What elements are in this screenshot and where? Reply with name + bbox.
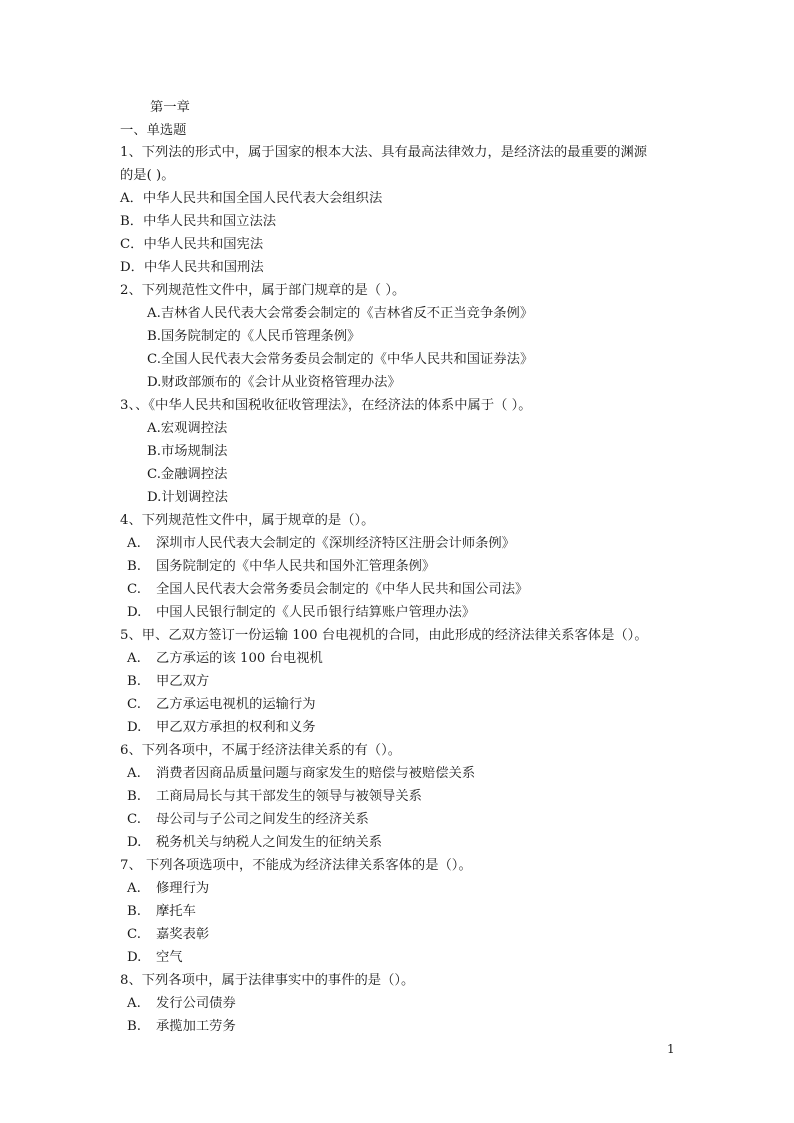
question-4-option-c-letter: C. [127, 582, 141, 597]
question-3-option-d: D.计划调控法 [147, 490, 228, 505]
question-7-option-d-letter: D. [127, 950, 142, 965]
question-2-option-d: D.财政部颁布的《会计从业资格管理办法》 [147, 375, 401, 390]
question-1-option-a: A．中华人民共和国全国人民代表大会组织法 [120, 191, 383, 206]
question-8-option-b-letter: B. [127, 1019, 141, 1034]
question-8-option-a-letter: A. [127, 996, 141, 1011]
question-4-option-b-text: 国务院制定的《中华人民共和国外汇管理条例》 [156, 559, 436, 574]
question-7-option-c-text: 嘉奖表彰 [156, 927, 210, 942]
question-2-stem: 2、下列规范性文件中，属于部门规章的是（ ）。 [120, 283, 406, 298]
question-7-stem: 7、 下列各项选项中，不能成为经济法律关系客体的是（）。 [120, 858, 472, 873]
question-3-stem: 3、、《中华人民共和国税收征收管理法》，在经济法的体系中属于（ ）。 [120, 398, 532, 413]
question-4-option-b-letter: B. [127, 559, 141, 574]
question-8-option-b-text: 承揽加工劳务 [156, 1019, 236, 1034]
question-7-option-a-text: 修理行为 [156, 881, 210, 896]
question-6-option-c-text: 母公司与子公司之间发生的经济关系 [156, 812, 369, 827]
question-5-option-d-letter: D. [127, 720, 142, 735]
question-3-option-a: A.宏观调控法 [147, 421, 228, 436]
question-1-option-c: C．中华人民共和国宪法 [120, 237, 264, 252]
question-4-option-d-text: 中国人民银行制定的《人民币银行结算账户管理办法》 [156, 605, 476, 620]
question-5-option-b-letter: B. [127, 674, 141, 689]
question-4-option-c-text: 全国人民代表大会常务委员会制定的《中华人民共和国公司法》 [156, 582, 529, 597]
question-1-option-b: B．中华人民共和国立法法 [120, 214, 277, 229]
question-5-option-c-text: 乙方承运电视机的运输行为 [156, 697, 316, 712]
question-6-option-b-letter: B. [127, 789, 141, 804]
question-1-stem-cont: 的是( )。 [120, 168, 175, 183]
question-5-option-a-text: 乙方承运的该 100 台电视机 [156, 651, 323, 666]
question-6-option-d-letter: D. [127, 835, 142, 850]
question-7-option-a-letter: A. [127, 881, 141, 896]
question-1-stem: 1、下列法的形式中，属于国家的根本大法、具有最高法律效力，是经济法的最重要的渊源 [120, 145, 648, 160]
question-7-option-b-letter: B. [127, 904, 141, 919]
question-4-stem: 4、下列规范性文件中，属于规章的是（）。 [120, 513, 375, 528]
question-1-option-d: D．中华人民共和国刑法 [120, 260, 264, 275]
question-6-stem: 6、下列各项中，不属于经济法律关系的有（）。 [120, 743, 402, 758]
question-5-option-a-letter: A. [127, 651, 141, 666]
question-6-option-c-letter: C. [127, 812, 141, 827]
question-5-option-b-text: 甲乙双方 [156, 674, 210, 689]
question-6-option-d-text: 税务机关与纳税人之间发生的征纳关系 [156, 835, 383, 850]
question-6-option-a-text: 消费者因商品质量问题与商家发生的赔偿与被赔偿关系 [156, 766, 476, 781]
question-5-stem: 5、甲、乙双方签订一份运输 100 台电视机的合同，由此形成的经济法律关系客体是（）。 [120, 628, 648, 643]
question-3-option-b: B.市场规制法 [147, 444, 228, 459]
question-2-option-c: C.全国人民代表大会常务委员会制定的《中华人民共和国证券法》 [147, 352, 534, 367]
question-7-option-b-text: 摩托车 [156, 904, 196, 919]
section-title: 一、单选题 [120, 123, 187, 138]
question-8-option-a-text: 发行公司债券 [156, 996, 236, 1011]
question-4-option-a-text: 深圳市人民代表大会制定的《深圳经济特区注册会计师条例》 [156, 536, 516, 551]
question-4-option-a-letter: A. [127, 536, 141, 551]
question-8-stem: 8、下列各项中，属于法律事实中的事件的是（）。 [120, 973, 415, 988]
question-7-option-c-letter: C. [127, 927, 141, 942]
page-number: 1 [667, 1042, 675, 1056]
question-2-option-a: A.吉林省人民代表大会常委会制定的《吉林省反不正当竞争条例》 [147, 306, 534, 321]
question-5-option-c-letter: C. [127, 697, 141, 712]
question-4-option-d-letter: D. [127, 605, 142, 620]
question-5-option-d-text: 甲乙双方承担的权利和义务 [156, 720, 316, 735]
question-6-option-b-text: 工商局局长与其干部发生的领导与被领导关系 [156, 789, 422, 804]
question-3-option-c: C.金融调控法 [147, 467, 228, 482]
question-6-option-a-letter: A. [127, 766, 141, 781]
chapter-title: 第一章 [150, 100, 190, 115]
question-2-option-b: B.国务院制定的《人民币管理条例》 [147, 329, 361, 344]
question-7-option-d-text: 空气 [156, 950, 183, 965]
